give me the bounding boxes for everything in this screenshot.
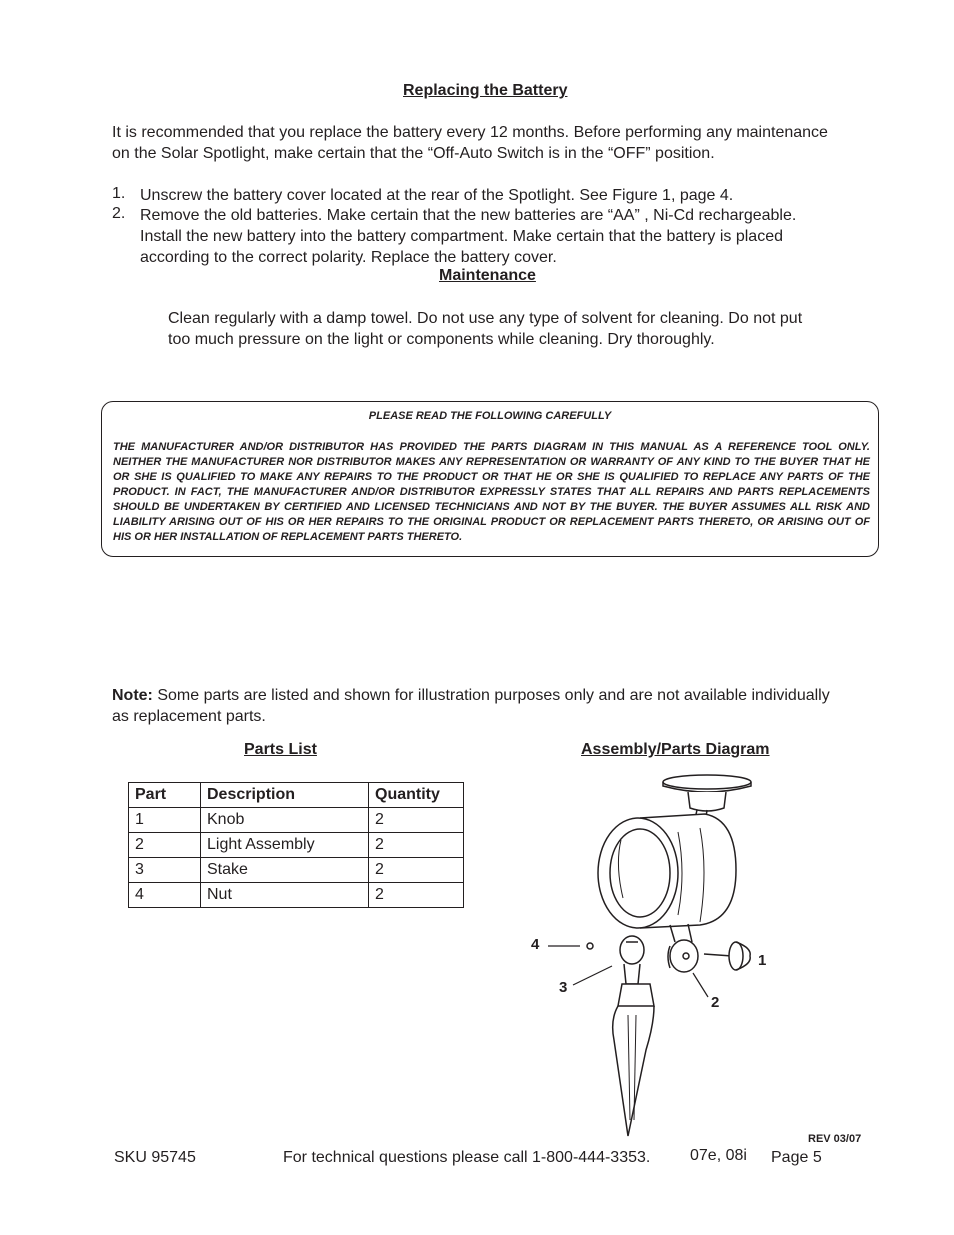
table-cell: 2 [369,808,464,833]
light-assembly-drawing [598,814,736,942]
battery-section-title: Replacing the Battery [403,82,568,99]
disclaimer-box [101,401,879,557]
table-cell: 2 [369,883,464,908]
step-number: 1. [112,185,126,202]
step-text [140,205,880,268]
table-header: Description [201,783,369,808]
table-cell: Knob [201,808,369,833]
table-row [129,883,464,908]
table-header: Part [129,783,201,808]
table-row [129,808,464,833]
spotlight-assembly-illustration [520,770,790,1140]
note-paragraph [112,685,892,727]
revision-label: REV 03/07 [808,1133,862,1145]
step-number: 2. [112,205,126,222]
note-text: Some parts are listed and shown for illustration purposes only and are not available individually [157,687,830,704]
footer-page-number: Page 5 [771,1149,822,1166]
battery-intro-line: on the Solar Spotlight, make certain that the “Off-Auto Switch is in the “OFF” position. [112,145,715,162]
table-cell: 2 [129,833,201,858]
diagram-title: Assembly/Parts Diagram [581,741,770,758]
battery-intro-line: It is recommended that you replace the battery every 12 months. Before performing any maintenance [112,124,828,141]
disclaimer-title: PLEASE READ THE FOLLOWING CAREFULLY [368,410,612,422]
table-header: Quantity [369,783,464,808]
parts-table [128,782,464,908]
table-cell: 1 [129,808,201,833]
table-cell: Stake [201,858,369,883]
callout-3: 3 [559,979,568,996]
mount-drawing [668,940,698,972]
table-cell: 4 [129,883,201,908]
maintenance-line: too much pressure on the light or components while cleaning. Dry thoroughly. [168,331,715,348]
maintenance-text [168,308,888,350]
step-text [140,185,880,206]
nut-drawing [587,943,593,949]
table-cell: 2 [369,833,464,858]
footer-sku: SKU 95745 [114,1149,196,1166]
footer-code: 07e, 08i [690,1147,747,1164]
table-cell: 3 [129,858,201,883]
note-label: Note: [112,687,153,704]
table-cell: Light Assembly [201,833,369,858]
table-row [129,858,464,883]
maintenance-line: Clean regularly with a damp towel. Do not use any type of solvent for cleaning. Do not put [168,310,803,327]
step-line: Unscrew the battery cover located at the rear of the Spotlight. See Figure 1, page 4. [140,187,734,204]
table-cell: 2 [369,858,464,883]
table-cell: Nut [201,883,369,908]
table-header-row [129,783,464,808]
note-text: as replacement parts. [112,708,266,725]
disclaimer-body: THE MANUFACTURER AND/OR DISTRIBUTOR HAS PROVIDED THE PARTS DIAGRAM IN THIS MANUAL AS A REFERENCE TOOL ONLY. NEITHER THE MANUFACTURER NOR DISTRIBUTOR MAKES ANY REPRESENTATION OR WARRANTY OF ANY KIND TO THE BUYER THAT HE OR SHE IS QUALIFIED TO MAKE ANY REPAIRS TO THE PRODUCT OR THAT HE OR SHE IS QUALIFIED TO REPLACE ANY PARTS OF THE PRODUCT. IN FACT, THE MANUFACTURER AND/OR DISTRIBUTOR EXPRESSLY STATES THAT ALL REPAIRS AND PARTS REPLACEMENTS SHOULD BE UNDERTAKEN BY CERTIFIED AND LICENSED TECHNICIANS AND NOT BY THE BUYER. THE BUYER ASSUMES ALL RISK AND LIABILITY ARISING OUT OF HIS OR HER REPAIRS TO THE ORIGINAL PRODUCT OR REPLACEMENT PARTS THERETO, OR ARISING OUT OF HIS OR HER INSTALLATION OF REPLACEMENT PARTS THERETO. [113,441,870,543]
parts-list-title: Parts List [244,741,317,758]
callout-4: 4 [531,936,540,953]
stake-drawing [613,936,654,1136]
knob-drawing [704,942,750,970]
table-row [129,833,464,858]
step-line: Install the new battery into the battery compartment. Make certain that the battery is placed [140,228,783,245]
callout-2: 2 [711,994,720,1011]
battery-intro [112,122,892,164]
step-line: Remove the old batteries. Make certain that the new batteries are “AA” , Ni-Cd rechargeable. [140,207,797,224]
maintenance-section-title: Maintenance [439,267,536,284]
step-line: according to the correct polarity. Replace the battery cover. [140,249,557,266]
callout-1: 1 [758,952,767,969]
footer-tech-line: For technical questions please call 1-800-444-3353. [283,1149,651,1166]
